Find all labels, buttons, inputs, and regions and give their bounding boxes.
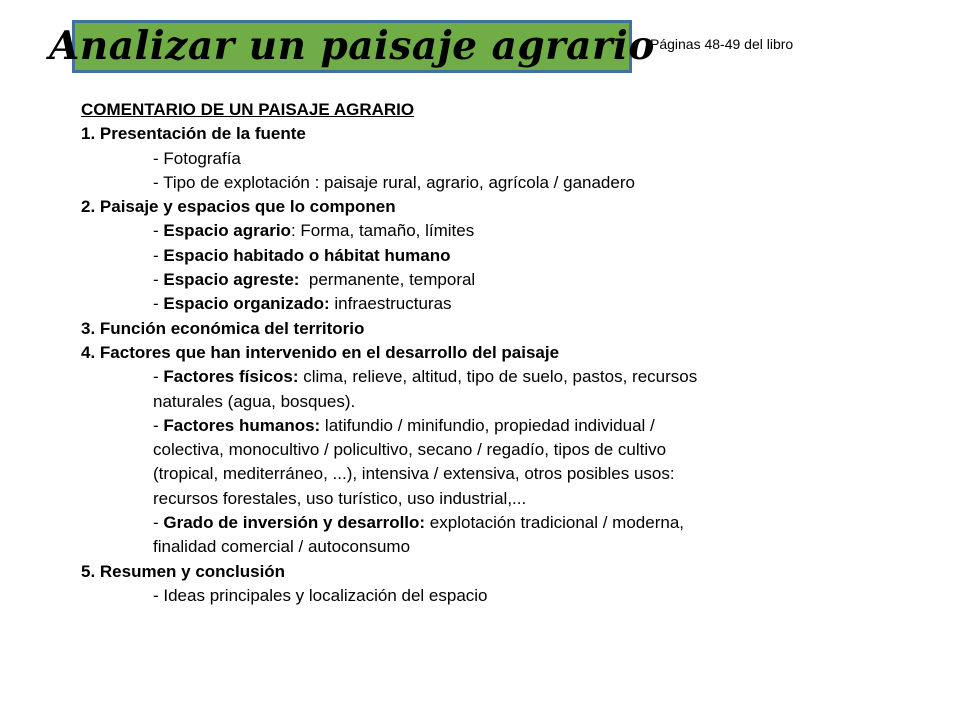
- item-label: Factores físicos:: [163, 367, 299, 387]
- list-item: [81, 365, 881, 389]
- item-text: - Fotografía: [153, 148, 241, 168]
- bullet-dash: -: [153, 367, 164, 387]
- list-item: [81, 244, 881, 268]
- item-label: Factores humanos:: [163, 415, 321, 435]
- list-item-continuation: [81, 535, 881, 559]
- sections-list: [81, 122, 881, 608]
- item-text: infraestructuras: [329, 294, 452, 314]
- item-text: - Ideas principales y localización del espacio: [153, 585, 488, 605]
- item-label: Espacio agrario: [163, 221, 291, 241]
- item-text: colectiva, monocultivo / policultivo, secano / regadío, tipos de cultivo: [153, 440, 667, 460]
- item-text: : Forma, tamaño, límites: [290, 221, 475, 241]
- list-item: [81, 219, 881, 243]
- bullet-dash: -: [153, 245, 164, 265]
- section-title: 3. Función económica del territorio: [81, 318, 365, 338]
- section-title: 5. Resumen y conclusión: [81, 561, 286, 581]
- item-text: recursos forestales, uso turístico, uso industrial,...: [153, 488, 527, 508]
- list-item: [81, 414, 881, 438]
- item-label: Grado de inversión y desarrollo:: [163, 513, 426, 533]
- item-text: latifundio / minifundio, propiedad individual /: [320, 415, 655, 435]
- list-item-continuation: [81, 462, 881, 486]
- list-item: [81, 511, 881, 535]
- list-item-continuation: [81, 390, 881, 414]
- list-item: [81, 292, 881, 316]
- item-text: finalidad comercial / autoconsumo: [153, 537, 411, 557]
- bullet-dash: -: [153, 221, 164, 241]
- title-box: [49, 20, 655, 73]
- list-item-continuation: [81, 438, 881, 462]
- item-text: - Tipo de explotación : paisaje rural, agrario, agrícola / ganadero: [153, 172, 635, 192]
- item-label: Espacio habitado o hábitat humano: [163, 245, 451, 265]
- item-text: permanente, temporal: [299, 270, 476, 290]
- bullet-dash: -: [153, 415, 164, 435]
- item-text: (tropical, mediterráneo, ...), intensiva / extensiva, otros posibles usos:: [153, 464, 675, 484]
- section-title: 2. Paisaje y espacios que lo componen: [81, 197, 396, 217]
- item-text: naturales (agua, bosques).: [153, 391, 356, 411]
- list-item-continuation: [81, 487, 881, 511]
- list-item: [81, 584, 881, 608]
- item-text: explotación tradicional / moderna,: [425, 513, 685, 533]
- item-label: Espacio organizado:: [163, 294, 330, 314]
- page-title: Analizar un paisaje agrario: [49, 23, 655, 69]
- bullet-dash: -: [153, 294, 164, 314]
- item-label: Espacio agreste:: [163, 270, 300, 290]
- list-item: [81, 268, 881, 292]
- bullet-dash: -: [153, 513, 164, 533]
- item-text: clima, relieve, altitud, tipo de suelo, pastos, recursos: [298, 367, 698, 387]
- pages-note: Páginas 48-49 del libro: [650, 36, 794, 52]
- bullet-dash: -: [153, 270, 164, 290]
- list-item: [81, 171, 881, 195]
- document-heading: COMENTARIO DE UN PAISAJE AGRARIO: [81, 100, 415, 119]
- list-item: [81, 147, 881, 171]
- section-title: 1. Presentación de la fuente: [81, 124, 306, 144]
- section-title: 4. Factores que han intervenido en el desarrollo del paisaje: [81, 342, 560, 362]
- document-body: [81, 98, 881, 608]
